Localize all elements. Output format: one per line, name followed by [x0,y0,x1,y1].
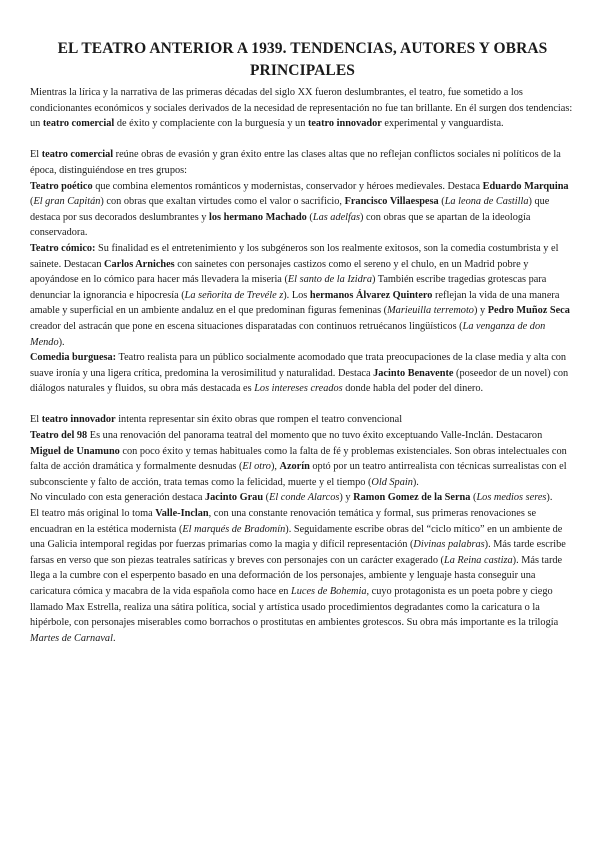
no-vinculado-paragraph [30,490,575,506]
section-heading: Teatro del 98 [30,430,88,442]
author-name: Francisco Villaespesa [344,196,439,208]
text: ). Seguidamente escribe obras del “ciclo mítico” en un ambiente de una Galicia intemporal regidas por fuerzas primarias como la magia y difícil representación ( [30,523,563,551]
text: reúne obras de evasión y gran éxito entre las clases altas que no reflejan conflictos sociales ni políticos de la época, distinguiéndose en tres grupos: [30,149,561,176]
text: de éxito y complaciente con la burguesía y un [114,118,308,130]
valle-inclan-paragraph [30,506,575,646]
author-name: Miguel de Unamuno [30,445,120,457]
document-page [30,38,575,646]
text: intenta representar sin éxito obras que rompen el teatro convencional [115,414,403,426]
work-title: El otro [242,461,271,473]
comercial-paragraph [30,147,575,178]
work-title: La señorita de Trevéle z [184,289,284,301]
work-title: Las adelfas [312,211,361,223]
work-title: La venganza de don Mendo [30,320,546,348]
text: ) con obras que se apartan de la ideología conservadora. [30,211,531,239]
author-name: Azorín [279,461,310,473]
work-title: Old Spain [371,476,413,488]
work-title: Marieuilla terremoto [387,305,474,317]
text: creador del astracán que pone en escena situaciones disparatadas con continuos retruécanos lingüísticos ( [30,320,463,332]
spacer [30,397,575,413]
text: ). Los [283,289,310,301]
intro-paragraph [30,85,575,132]
text: El [30,414,42,426]
text: El [30,149,42,161]
work-title: Divinas palabras [413,539,485,551]
work-title: Los medios seres [476,492,547,504]
teatro-comico-paragraph [30,241,575,350]
text: ) con obras que exaltan virtudes como el valor o sacrificio, [100,196,345,208]
text: . [112,632,116,644]
text: ) y [339,492,354,504]
text: que combina elementos románticos y modernistas, conservador y héroes medievales. Destaca [92,180,483,192]
work-title: El conde Alarcos [269,492,340,504]
term-teatro-comercial: teatro comercial [42,118,115,130]
text: ) También escribe tragedias grotescas para denunciar la ignorancia e hipocresía ( [30,274,547,301]
author-name: Jacinto Benavente [373,367,454,379]
work-title: El marqués de Bradomín [182,523,286,535]
text: Mientras la lírica y la narrativa de las primeras décadas del siglo XX fueron deslumbrantes, el teatro, fue sometido a los condicionantes económicos y sociales derivados de la necesidad de representación no fue tan brillante. En él surgen dos tendencias: un [30,87,573,130]
text: ( [438,196,445,208]
text: ). [58,336,65,348]
author-name: Carlos Arniches [104,258,175,270]
text: , cuyo protagonista es un poeta pobre y ciego llamado Max Estrella, realiza una sátira política, social y artística usado procedimientos degradantes como la caricatura o la hipérbole, con personajes miserables como borrachos o prostitutas en ambientes grotescos. Su obra más importante es la trilogía [30,586,559,629]
text: Es una renovación del panorama teatral del momento que no tuvo éxito exceptuando Valle-Inclán. Destacaron [87,430,543,442]
text: ( [306,211,313,223]
text: No vinculado con esta generación destaca [30,492,205,504]
author-name: Valle-Inclan [155,508,209,520]
text: experimental y vanguardista. [381,118,504,130]
text: reflejan la vida de una manera amable y superficial en un ambiente andaluz en el que predominan figuras femeninas ( [30,289,560,317]
text: ) y [473,305,488,317]
text: El teatro más original lo toma [30,508,156,520]
text: (poseedor de un novel) con diálogos naturales y fluidos, su obra más destacada es [30,367,569,395]
author-name: los hermano Machado [209,211,307,223]
teatro-poetico-paragraph [30,179,575,241]
text: Su finalidad es el entretenimiento y los subgéneros son los realmente exitosos, son la comedia costumbrista y el sainete. Destacan [30,242,559,270]
text: ). Más tarde escribe farsas en verso que son piezas teatrales satíricas y breves con personajes con un carácter exagerado ( [30,539,566,566]
term-teatro-innovador: teatro innovador [307,118,382,130]
work-title: La Reina castiza [443,554,513,566]
text: Teatro realista para un público socialmente acomodado que trata preocupaciones de la clase media y alta con suave ironía y una ligera crítica, predomina la verosimilitud y naturalidad. Destaca [30,352,567,379]
text: optó por un teatro antirrealista con técnicas surrealistas con el subconsciente y falto de acción, trata temas como la felicidad, muerte y el tiempo ( [30,461,567,488]
author-name: Ramon Gomez de la Serna [353,492,471,504]
work-title: El santo de la Izidra [287,274,372,286]
author-name: Eduardo Marquina [482,180,569,192]
text: ). [412,476,419,488]
work-title: La leona de Castilla [444,196,529,208]
text: donde habla del poder del dinero. [342,383,484,395]
innovador-paragraph [30,412,575,428]
text: ) que destaca por sus decorados deslumbrantes y [30,196,550,223]
text: con poco éxito y temas habituales como la falta de fé y problemas existenciales. Son obras intelectuales con falta de acción dramática y formalmente desnudas ( [30,445,567,473]
author-name: Jacinto Grau [204,492,264,504]
author-name: Pedro Muñoz Seca [487,305,570,317]
text: con sainetes con personajes castizos como el sereno y el chulo, en un Madrid pobre y apoyándose en lo cómico para hacer más llevadera la miseria ( [30,258,529,286]
term-teatro-innovador: teatro innovador [41,414,116,426]
section-heading: Teatro poético [30,180,93,192]
work-title: Los intereses creados [254,383,343,395]
term-teatro-comercial: teatro comercial [41,149,114,161]
text: ( [263,492,270,504]
work-title: El gran Capitán [33,196,101,208]
text: ). Más tarde llega a la cumbre con el esperpento basado en una deformación de los personajes, ambiente y lenguaje hasta conseguir una caricatura cómica y macabra de la vida española como hace en [30,554,563,597]
work-title: Luces de Bohemia [291,586,367,597]
document-title: EL TEATRO ANTERIOR A 1939. TENDENCIAS, AUTORES Y OBRAS PRINCIPALES [57,40,548,79]
text: ( [470,492,477,504]
spacer [30,132,575,148]
comedia-burguesa-paragraph [30,350,575,397]
text: ( [30,196,34,208]
text: ), [270,461,280,473]
work-title: Martes de Carnaval [30,632,113,644]
text: ). [546,492,553,504]
text: , con una constante renovación temática y formal, sus primeras renovaciones se encuadran en la estética modernista ( [30,508,537,535]
section-heading: Teatro cómico: [30,242,96,254]
section-heading: Comedia burguesa: [30,352,117,364]
author-name: hermanos Álvarez Quintero [309,289,433,301]
teatro-del-98-paragraph [30,428,575,490]
